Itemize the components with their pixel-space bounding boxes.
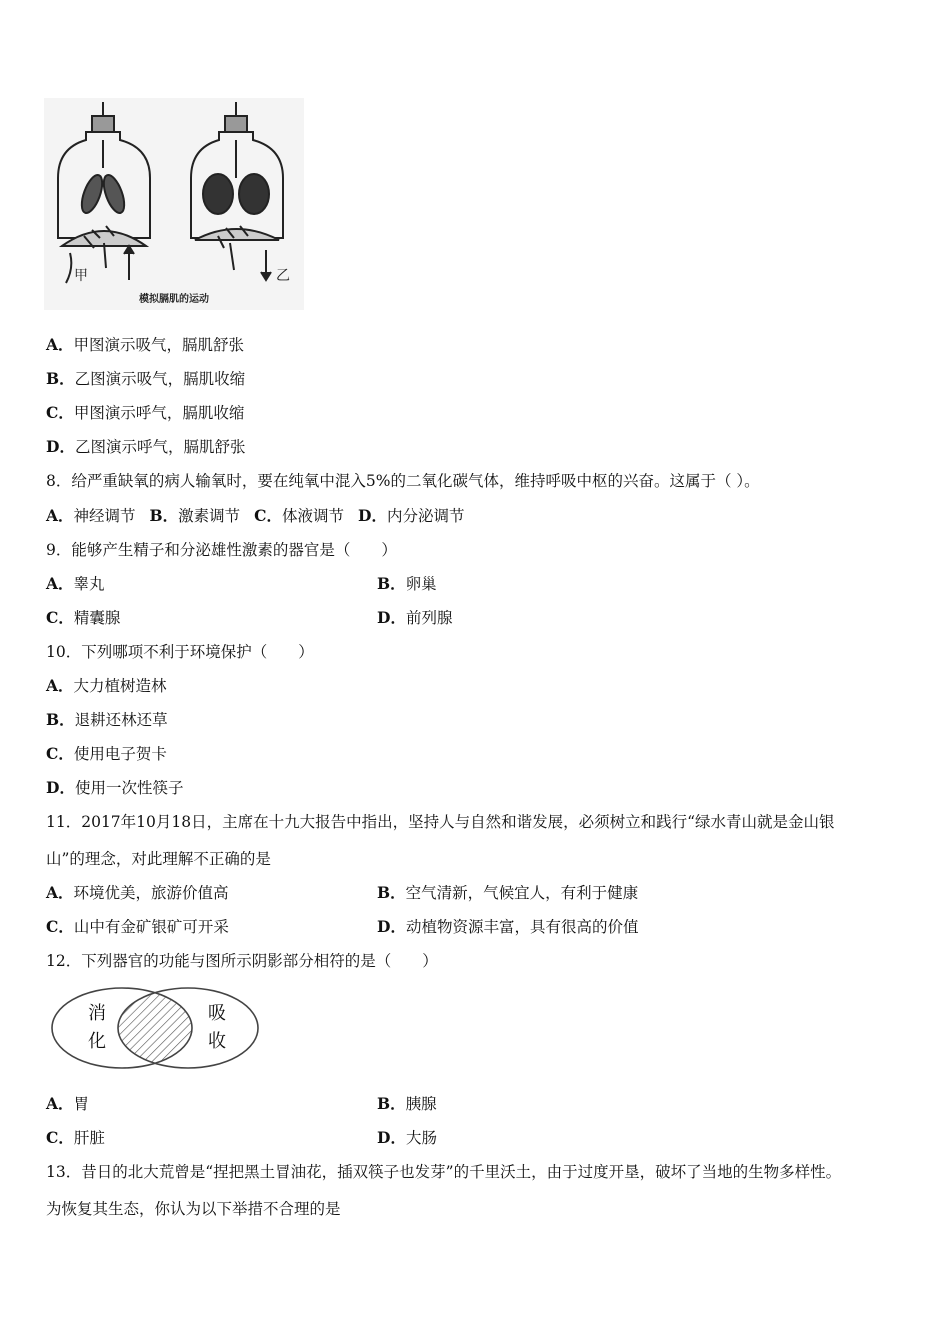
venn-diagram: [50, 985, 260, 1071]
figure-label-left: 甲: [74, 268, 88, 284]
q10-option-b: B．退耕还林还草: [46, 710, 168, 729]
q9-option-d: D．前列腺: [377, 608, 453, 627]
q11-stem-line2: 山”的理念，对此理解不正确的是: [46, 850, 271, 868]
venn-left-char2: 化: [88, 1031, 106, 1052]
figure-caption: 模拟膈肌的运动: [139, 294, 209, 305]
venn-right-char2: 收: [208, 1031, 226, 1052]
q11-option-a: A．环境优美，旅游价值高: [46, 883, 229, 902]
q11-option-d: D．动植物资源丰富，具有很高的价值: [377, 917, 639, 936]
q8-options: [46, 506, 479, 526]
q9-option-a: A．睾丸: [46, 574, 105, 593]
q13-stem-line1: 13．昔日的北大荒曾是“捏把黑土冒油花，插双筷子也发芽”的千里沃土，由于过度开垦，破坏了当地的生物多样性。: [46, 1163, 842, 1181]
q10-option-a: A．大力植树造林: [46, 676, 167, 695]
q11-option-b: B．空气清新，气候宜人，有利于健康: [377, 883, 639, 902]
q12-option-d: D．大肠: [377, 1128, 437, 1147]
q8-stem: 8．给严重缺氧的病人输氧时，要在纯氧中混入5%的二氧化碳气体，维持呼吸中枢的兴奋。这属于（ ）。: [46, 472, 760, 490]
q12-option-b: B．胰腺: [377, 1094, 437, 1113]
q8-option-c: C．体液调节: [254, 506, 345, 525]
q7-option-d: D．乙图演示呼气，膈肌舒张: [46, 437, 246, 456]
q9-option-b: B．卵巢: [377, 574, 437, 593]
q12-option-a: A．胃: [46, 1094, 90, 1113]
q8-option-a: A．神经调节: [46, 506, 136, 525]
q13-stem-line2: 为恢复其生态，你认为以下举措不合理的是: [46, 1200, 341, 1218]
q10-option-d: D．使用一次性筷子: [46, 778, 184, 797]
q7-option-b: B．乙图演示吸气，膈肌收缩: [46, 369, 246, 388]
q12-stem: 12．下列器官的功能与图所示阴影部分相符的是（ ）: [46, 952, 438, 970]
venn-left-char1: 消: [88, 1003, 106, 1024]
q12-option-c: C．肝脏: [46, 1128, 105, 1147]
figure-label-right: 乙: [276, 268, 290, 284]
q10-option-c: C．使用电子贺卡: [46, 744, 167, 763]
q9-stem: 9．能够产生精子和分泌雄性激素的器官是（ ）: [46, 541, 397, 559]
q8-option-b: B．激素调节: [149, 506, 241, 525]
q7-option-a: A．甲图演示吸气，膈肌舒张: [46, 335, 245, 354]
diaphragm-model-figure: [44, 98, 304, 310]
q9-option-c: C．精囊腺: [46, 608, 121, 627]
q8-option-d: D．内分泌调节: [358, 506, 465, 525]
q11-option-c: C．山中有金矿银矿可开采: [46, 917, 229, 936]
venn-right-char1: 吸: [208, 1003, 226, 1024]
q10-stem: 10．下列哪项不利于环境保护（ ）: [46, 643, 314, 661]
q7-option-c: C．甲图演示呼气，膈肌收缩: [46, 403, 245, 422]
q11-stem-line1: 11．2017年10月18日，主席在十九大报告中指出，坚持人与自然和谐发展，必须树立和践行“绿水青山就是金山银: [46, 813, 835, 831]
